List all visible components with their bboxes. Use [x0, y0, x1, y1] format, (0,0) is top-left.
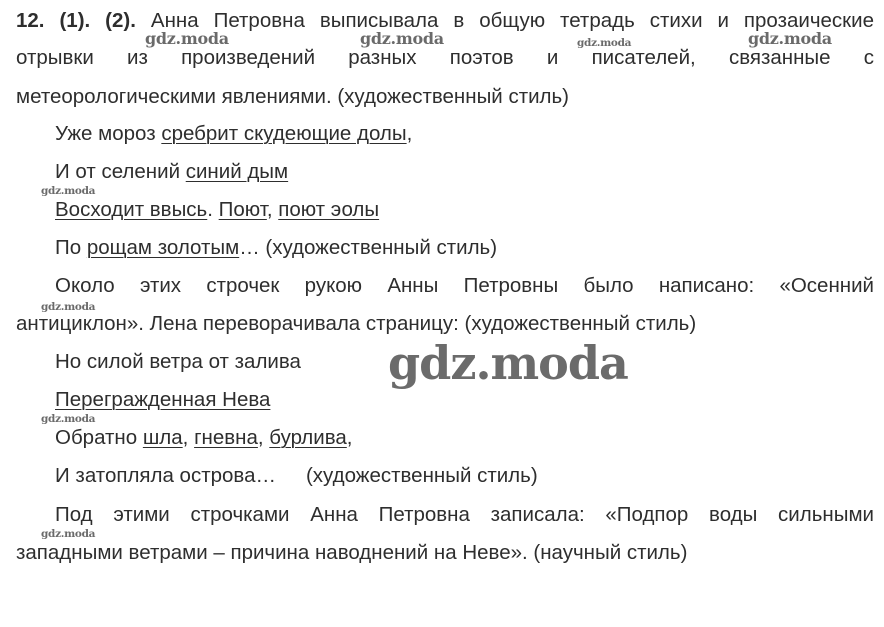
text: , — [182, 426, 195, 449]
text: , — [346, 426, 353, 449]
watermark: gdz.moda — [41, 528, 96, 540]
poem2-line-4 — [55, 464, 538, 488]
para3-line-2: западными ветрами – причина наводнений на Неве». (научный стиль) — [16, 541, 688, 564]
underlined-word: гневна — [194, 426, 258, 449]
poem1-line-3 — [55, 198, 379, 222]
text: … (художественный стиль) — [239, 236, 498, 259]
text: , — [406, 122, 413, 145]
poem1-line-4 — [55, 236, 497, 260]
watermark-large: gdz.moda — [388, 336, 628, 390]
watermark: gdz.moda — [41, 413, 96, 425]
poem2-line-2 — [55, 388, 270, 412]
poem2-line-1: Но силой ветра от залива — [55, 350, 301, 373]
text: Обратно — [55, 426, 143, 449]
underlined-phrase: синий дым — [185, 160, 289, 183]
underlined-phrase: Восходит ввысь — [55, 198, 208, 221]
watermark: gdz.moda — [360, 29, 444, 48]
text: , — [257, 426, 270, 449]
text: По — [55, 236, 87, 259]
para3-line-1: Под этими строчками Анна Петровна записала: «Подпор воды сильными — [55, 503, 874, 526]
poem1-line-1 — [55, 122, 412, 146]
intro-line-2: отрывки из произведений разных поэтов и писателей, связанные с — [16, 46, 874, 69]
underlined-phrase: сребрит скудеющие долы — [161, 122, 407, 145]
text: И затопляла острова… — [55, 464, 276, 487]
intro-text-1: Анна Петровна выписывала в общую тетрадь стихи и прозаические — [150, 9, 874, 32]
text: (художественный стиль) — [305, 464, 538, 487]
poem1-line-2 — [55, 160, 288, 184]
watermark: gdz.moda — [41, 301, 96, 313]
poem2-line-3 — [55, 426, 353, 450]
exercise-number: 12. (1). (2). — [16, 9, 136, 32]
para2-line-2: антициклон». Лена переворачивала страницу: (художественный стиль) — [16, 312, 697, 335]
underlined-word: шла — [142, 426, 183, 449]
watermark: gdz.moda — [748, 29, 832, 48]
underlined-phrase: рощам золотым — [86, 236, 240, 259]
underlined-phrase: Перегражденная Нева — [55, 388, 271, 411]
intro-line-3: метеорологическими явлениями. (художественный стиль) — [16, 85, 570, 108]
watermark: gdz.moda — [577, 37, 632, 49]
text: , — [266, 198, 279, 221]
text: И от селений — [55, 160, 186, 183]
watermark: gdz.moda — [145, 29, 229, 48]
text: . — [207, 198, 219, 221]
underlined-phrase: поют эолы — [278, 198, 380, 221]
text: Уже мороз — [55, 122, 162, 145]
underlined-word: бурлива — [269, 426, 347, 449]
underlined-word: Поют — [218, 198, 267, 221]
watermark: gdz.moda — [41, 185, 96, 197]
para2-line-1: Около этих строчек рукою Анны Петровны было написано: «Осенний — [55, 274, 874, 297]
